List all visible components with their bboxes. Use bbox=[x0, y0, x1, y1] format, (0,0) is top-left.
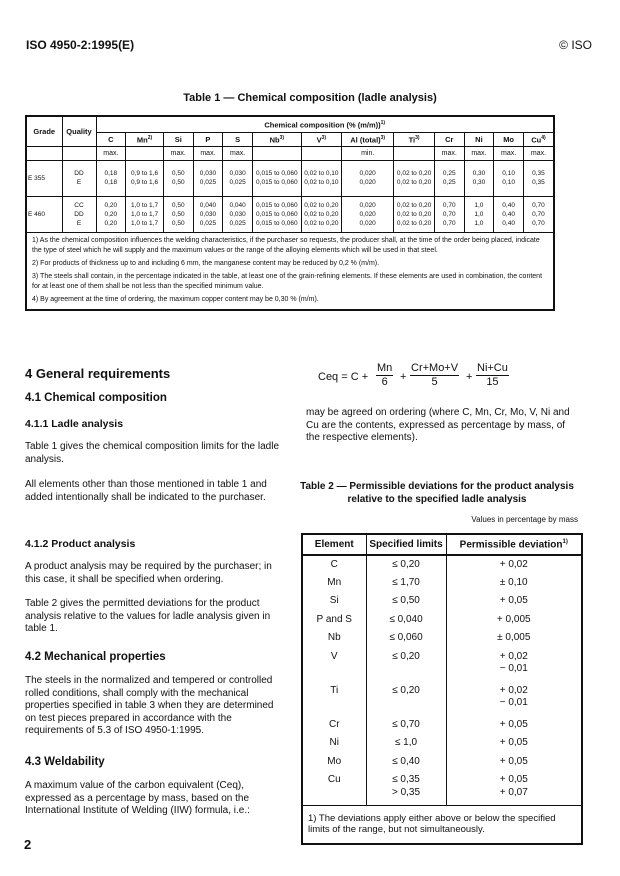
t2-limits: ≤ 0,20 bbox=[366, 682, 446, 716]
t2-limits: ≤ 0,060 bbox=[366, 629, 446, 648]
t2-element: Si bbox=[302, 592, 366, 611]
t1-cell: 0,35 0,35 bbox=[523, 160, 554, 196]
t2-limits: ≤ 0,20 bbox=[366, 648, 446, 682]
t1-limit: min. bbox=[342, 146, 394, 160]
t2-col-element: Element bbox=[302, 534, 366, 555]
t1-limit bbox=[394, 146, 435, 160]
t1-col-quality: Quality bbox=[62, 116, 96, 146]
t1-el-si: Si bbox=[163, 132, 193, 146]
t1-el-p: P bbox=[193, 132, 223, 146]
t1-cell: 0,020 0,020 bbox=[342, 160, 394, 196]
t1-cell: 0,50 0,50 bbox=[163, 160, 193, 196]
t1-grade: E 460 bbox=[26, 196, 62, 232]
t1-cell: 0,9 to 1,6 0,9 to 1,6 bbox=[126, 160, 164, 196]
para-other-elements: All elements other than those mentioned in table 1 and added intentionally shall be indicated to the purchaser. bbox=[25, 479, 267, 503]
t1-el-v: $V^{3)}$ bbox=[301, 132, 341, 146]
t2-deviation: ± 0,005 bbox=[446, 629, 582, 648]
t1-cell: 0,70 0,70 0,70 bbox=[434, 196, 464, 232]
t2-deviation: + 0,05 bbox=[446, 592, 582, 611]
copyright-mark: © ISO bbox=[559, 38, 592, 52]
ceq-formula bbox=[318, 362, 528, 392]
t1-cell: 0,02 to 0,20 0,02 to 0,20 bbox=[394, 160, 435, 196]
t1-footnote: 1) As the chemical composition influences the welding characteristics, if the purchaser so requests, the producer shall, at the time of the order being placed, indicate the type of steel which he will supply and the maximum values or the range of the alloying elements which will be used in that steel. bbox=[32, 236, 540, 254]
t2-deviation: + 0,02 bbox=[446, 555, 582, 574]
t1-limit: max. bbox=[96, 146, 126, 160]
standard-number: ISO 4950-2:1995(E) bbox=[26, 38, 135, 52]
t2-row bbox=[302, 734, 582, 753]
table1-chemical-composition bbox=[25, 115, 555, 311]
t1-el-nb: Nb$^{3)}$ bbox=[252, 132, 301, 146]
t2-element: Ni bbox=[302, 734, 366, 753]
t2-row bbox=[302, 753, 582, 772]
t1-cell: 0,015 to 0,060 0,015 to 0,060 bbox=[252, 160, 301, 196]
t2-limits: ≤ 0,70 bbox=[366, 716, 446, 735]
t1-footnote: 4) By agreement at the time of ordering, the maximum copper content may be 0,30 % (m/m). bbox=[32, 295, 319, 303]
t2-deviation: + 0,05 bbox=[446, 716, 582, 735]
t2-row bbox=[302, 555, 582, 574]
t2-deviation: + 0,05 bbox=[446, 753, 582, 772]
t1-cell: 0,040 0,030 0,025 bbox=[193, 196, 223, 232]
t1-cell: 0,030 0,025 bbox=[223, 160, 253, 196]
t1-el-mn: Mn$^{2)}$ bbox=[126, 132, 164, 146]
t1-cell: 0,020 0,020 0,020 bbox=[342, 196, 394, 232]
table2-unit: Values in percentage by mass bbox=[471, 515, 578, 524]
para-product-analysis: A product analysis may be required by the purchaser; in this case, it shall be specified when ordering. bbox=[25, 561, 272, 585]
t1-el-mo: Mo bbox=[494, 132, 524, 146]
table2-permissible-deviations bbox=[301, 533, 583, 845]
t2-limits: ≤ 0,40 bbox=[366, 753, 446, 772]
t1-limit: max. bbox=[223, 146, 253, 160]
t2-footnote: 1) The deviations apply either above or below the specified limits of the range, but not simultaneously. bbox=[302, 805, 582, 844]
para-ceq-agreement: may be agreed on ordering (where C, Mn, Cr, Mo, V, Ni and Cu are the contents, expressed as percentage by mass, of the respective elements). bbox=[306, 407, 570, 443]
formula-fraction-crmov: $\frac{Cr+Mo+V}{5}$ bbox=[411, 362, 459, 388]
para-ladle-analysis: Table 1 gives the chemical composition limits for the ladle analysis. bbox=[25, 441, 280, 465]
t1-cell: 1,0 to 1,7 1,0 to 1,7 1,0 to 1,7 bbox=[126, 196, 164, 232]
t1-cell: 0,20 0,20 0,20 bbox=[96, 196, 126, 232]
t1-limit: max. bbox=[494, 146, 524, 160]
t2-element: Mn bbox=[302, 574, 366, 593]
t2-element: Mo bbox=[302, 753, 366, 772]
section-4-1-2-heading: 4.1.2 Product analysis bbox=[25, 538, 136, 550]
t1-limit bbox=[252, 146, 301, 160]
t1-cell: 0,18 0,18 bbox=[96, 160, 126, 196]
t2-element: V bbox=[302, 648, 366, 682]
t1-el-s: S bbox=[223, 132, 253, 146]
t2-row bbox=[302, 592, 582, 611]
t2-deviation: + 0,005 bbox=[446, 611, 582, 630]
t1-el-cr: Cr bbox=[434, 132, 464, 146]
t1-row-e460 bbox=[26, 196, 554, 232]
t1-cell: 0,70 0,70 0,70 bbox=[523, 196, 554, 232]
t1-cell: 0,50 0,50 0,50 bbox=[163, 196, 193, 232]
t1-cell: 0,02 to 0,10 0,02 to 0,10 bbox=[301, 160, 341, 196]
t2-limits: ≤ 1,70 bbox=[366, 574, 446, 593]
section-4-3-heading: 4.3 Weldability bbox=[25, 756, 105, 768]
t2-limits: ≤ 0,50 bbox=[366, 592, 446, 611]
t2-row bbox=[302, 574, 582, 593]
t2-deviation: + 0,05 + 0,07 bbox=[446, 771, 582, 805]
t1-el-ti: Ti$^{3)}$ bbox=[394, 132, 435, 146]
t1-footnote: 3) The steels shall contain, in the percentage indicated in the table, at least one of the grain-refining elements. If these elements are used in combination, the content for at least one of them shall be not less than the specified minimum value. bbox=[32, 272, 543, 290]
t1-el-cu: Cu$^{4)}$ bbox=[523, 132, 554, 146]
para-table2-ref: Table 2 gives the permitted deviations for the product analysis relative to the values for ladle analysis given in table 1. bbox=[25, 598, 271, 634]
t1-cell: 1,0 1,0 1,0 bbox=[464, 196, 494, 232]
t2-limits: ≤ 0,20 bbox=[366, 555, 446, 574]
section-4-2-heading: 4.2 Mechanical properties bbox=[25, 651, 166, 663]
t1-col-grade: Grade bbox=[26, 116, 62, 146]
t2-limits: ≤ 0,040 bbox=[366, 611, 446, 630]
t1-cell: 0,015 to 0,060 0,015 to 0,060 0,015 to 0,060 bbox=[252, 196, 301, 232]
page-number: 2 bbox=[24, 837, 32, 852]
formula-fraction-mn: $\frac{Mn}{6}$ bbox=[377, 362, 393, 388]
t1-cell: 0,30 0,30 bbox=[464, 160, 494, 196]
t2-row bbox=[302, 629, 582, 648]
t1-limit: max. bbox=[464, 146, 494, 160]
t1-group-header: Chemical composition (% (m/m))$^{1)}$ bbox=[96, 116, 554, 132]
section-4-1-1-heading: 4.1.1 Ladle analysis bbox=[25, 418, 124, 430]
t2-element: P and S bbox=[302, 611, 366, 630]
t1-quality: CC DD E bbox=[62, 196, 96, 232]
t2-row bbox=[302, 682, 582, 716]
t1-limit-blank bbox=[26, 146, 62, 160]
t1-el-c: C bbox=[96, 132, 126, 146]
formula-plus: + bbox=[400, 371, 407, 383]
t2-element: Ti bbox=[302, 682, 366, 716]
t2-col-deviation: Permissible deviation$^{1)}$ bbox=[446, 534, 582, 555]
table2-title: Table 2 — Permissible deviations for the product analysis relative to the specified ladle analysis bbox=[300, 481, 574, 505]
t2-row bbox=[302, 716, 582, 735]
t1-cell: 0,10 0,10 bbox=[494, 160, 524, 196]
t2-element: Cr bbox=[302, 716, 366, 735]
t1-grade: E 355 bbox=[26, 160, 62, 196]
formula-lhs: Ceq = C + bbox=[318, 371, 369, 383]
t1-limit: max. bbox=[163, 146, 193, 160]
section-4-1-heading: 4.1 Chemical composition bbox=[25, 392, 167, 404]
t1-footnote: 2) For products of thickness up to and including 6 mm, the manganese content may be reduced by 0,2 % (m/m). bbox=[32, 259, 380, 267]
section-4-heading: 4 General requirements bbox=[25, 366, 171, 381]
t2-element: Cu bbox=[302, 771, 366, 805]
para-weldability: A maximum value of the carbon equivalent (Ceq), expressed as a percentage by mass, based on the International Institute of Welding (IIW) formula, i.e.: bbox=[25, 780, 250, 816]
table1-title: Table 1 — Chemical composition (ladle analysis) bbox=[183, 92, 437, 104]
t1-quality: DD E bbox=[62, 160, 96, 196]
t1-cell: 0,25 0,25 bbox=[434, 160, 464, 196]
t1-el-ni: Ni bbox=[464, 132, 494, 146]
t2-limits: ≤ 0,35 > 0,35 bbox=[366, 771, 446, 805]
t1-cell: 0,40 0,40 0,40 bbox=[494, 196, 524, 232]
t1-footnotes bbox=[26, 232, 554, 310]
t2-element: C bbox=[302, 555, 366, 574]
t1-limit bbox=[301, 146, 341, 160]
t2-col-limits: Specified limits bbox=[366, 534, 446, 555]
t1-limit: max. bbox=[193, 146, 223, 160]
t1-el-al: Al (total)$^{3)}$ bbox=[342, 132, 394, 146]
t2-limits: ≤ 1,0 bbox=[366, 734, 446, 753]
t1-limit: max. bbox=[523, 146, 554, 160]
para-mechanical-properties: The steels in the normalized and tempered or controlled rolled conditions, shall comply with the mechanical properties specified in table 3 when they are determined on test pieces prepared in accordance with the requirements of 5.3 of ISO 4950-1:1995. bbox=[25, 675, 274, 736]
t2-deviation: + 0,02 − 0,01 bbox=[446, 682, 582, 716]
t2-row bbox=[302, 648, 582, 682]
t1-row-e355 bbox=[26, 160, 554, 196]
t1-limit bbox=[126, 146, 164, 160]
formula-plus: + bbox=[466, 371, 473, 383]
t1-cell: 0,02 to 0,20 0,02 to 0,20 0,02 to 0,20 bbox=[301, 196, 341, 232]
t1-limit: max. bbox=[434, 146, 464, 160]
t2-row bbox=[302, 611, 582, 630]
t1-cell: 0,030 0,025 bbox=[193, 160, 223, 196]
t1-cell: 0,02 to 0,20 0,02 to 0,20 0,02 to 0,20 bbox=[394, 196, 435, 232]
t2-deviation: + 0,05 bbox=[446, 734, 582, 753]
t1-cell: 0,040 0,030 0,025 bbox=[223, 196, 253, 232]
formula-fraction-nicu: $\frac{Ni+Cu}{15}$ bbox=[477, 362, 508, 388]
t1-limit-blank bbox=[62, 146, 96, 160]
t2-deviation: ± 0,10 bbox=[446, 574, 582, 593]
t2-deviation: + 0,02 − 0,01 bbox=[446, 648, 582, 682]
t2-row bbox=[302, 771, 582, 805]
t2-element: Nb bbox=[302, 629, 366, 648]
